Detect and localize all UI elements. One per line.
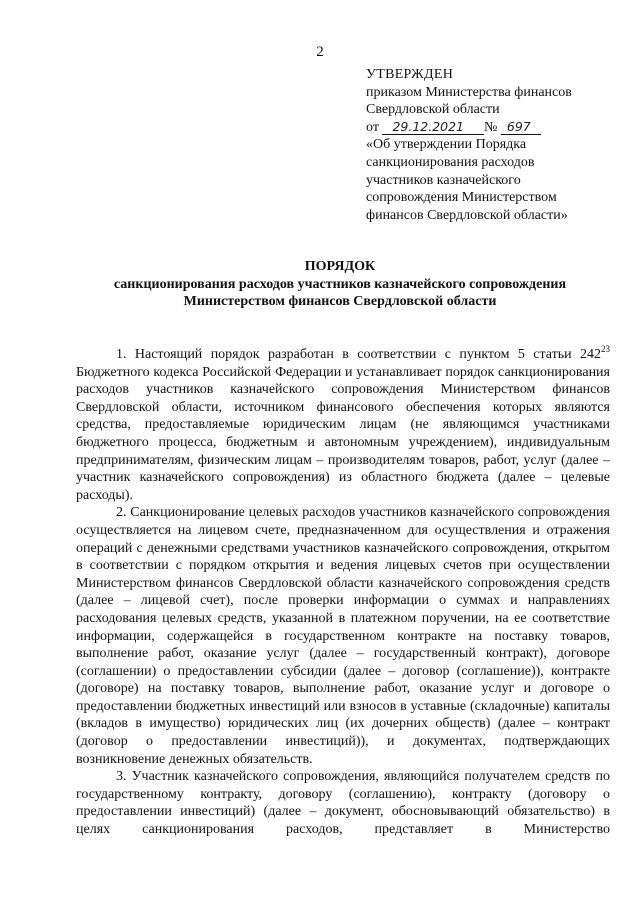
approval-line-1: приказом Министерства финансов xyxy=(366,84,572,100)
document-body xyxy=(76,346,610,839)
page-number: 2 xyxy=(316,44,324,60)
paragraph-1-superscript: 23 xyxy=(601,344,610,354)
approval-line-2: Свердловской области xyxy=(366,102,500,118)
number-prefix: № xyxy=(484,119,498,135)
approval-quote-line-3: участников казначейского xyxy=(366,172,521,188)
approval-number: 697 xyxy=(501,119,541,135)
date-prefix: от xyxy=(366,119,379,135)
paragraph-1-lead: 1. Настоящий порядок разработан в соответствии с пунктом 5 статьи 242 xyxy=(116,347,601,362)
title-line-1: санкционирования расходов участников казначейского сопровождения xyxy=(113,276,567,292)
approval-quote-line-2: санкционирования расходов xyxy=(366,154,535,170)
approval-quote-line-5: финансов Свердловской области» xyxy=(366,207,568,223)
approval-quote-line-1: «Об утверждении Порядка xyxy=(366,137,527,153)
paragraph-3: 3. Участник казначейского сопровождения, являющийся получателем средств по государственному контракту, договору (соглашению), контракту (договору о предоставлении инвестиций) (далее – документ, обосновывающий обязательство) в целях санкционирования расходов, представляет в Министерство xyxy=(76,769,610,838)
approval-date-line xyxy=(366,119,616,137)
approval-title: УТВЕРЖДЕН xyxy=(366,67,454,82)
title-heading: ПОРЯДОК xyxy=(304,259,376,274)
paragraph-2: 2. Санкционирование целевых расходов участников казначейского сопровождения осуществляется на лицевом счете, предназначенном для осуществления и отражения операций с денежными средствами участников казначейского сопровождения, открытом в соответствии с порядком открытия и ведения лицевых счетов при осуществлении Министерством финансов Свердловской области казначейского сопровождения средств (далее – лицевой счет), после проверки информации о суммах и направлениях расходования целевых средств, указанной в платежном поручении, на ее соответствие информации, содержащейся в государственном контракте на поставку товаров, выполнение работ, оказание услуг (далее – государственный контракт), договоре (соглашении) о предоставлении субсидии (далее – договор (соглашение)), контракте (договоре) на поставку товаров, выполнение работ, оказание услуг и договоре о предоставлении бюджетных инвестиций или взносов в уставные (складочные) капиталы (вкладов в имущество) юридических лиц (их дочерних обществ) (далее – контракт (договор о предоставлении инвестиций)), и документах, подтверждающих возникновение денежных обязательств. xyxy=(76,505,610,767)
paragraph-1 xyxy=(76,346,610,504)
approval-quote-line-4: сопровождения Министерством xyxy=(366,190,557,206)
approval-date: 29.12.2021 xyxy=(382,119,484,135)
approval-stamp xyxy=(366,66,616,224)
title-line-2: Министерством финансов Свердловской области xyxy=(183,294,497,310)
paragraph-1-text: Бюджетного кодекса Российской Федерации и устанавливает порядок санкционирования расходов участников казначейского сопровождения Министерством финансов Свердловской области, источником финансового обеспечения которых являются средства, предоставляемые юридическим лицам (не являющимся участниками бюджетного процесса, бюджетным и автономным учреждением), индивидуальным предпринимателям, физическим лицам – производителям товаров, работ, услуг (далее – участник казначейского сопровождения) из областного бюджета (далее – целевые расходы). xyxy=(76,364,610,503)
document-title xyxy=(60,258,620,311)
